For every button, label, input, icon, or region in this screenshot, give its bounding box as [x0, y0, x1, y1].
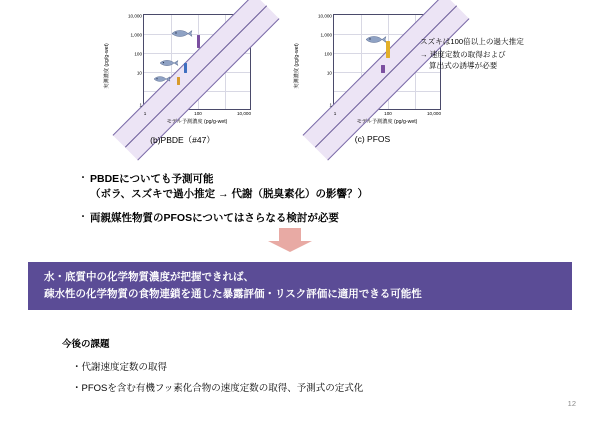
bullet-marker: ・: [78, 173, 88, 184]
page-number: 12: [567, 399, 576, 408]
chart-pbde-ytick: 100: [134, 51, 142, 57]
chart-pfos-xtick: 1: [333, 111, 337, 116]
chart-pbde-xtick: 100: [194, 111, 202, 116]
sample-bar-purple: [197, 35, 200, 48]
bullet-main-2: 両親媒性物質のPFOSについてはさらなる検討が必要: [90, 211, 339, 224]
banner-line-1: 水・底質中の化学物質濃度が把握できれば、: [44, 271, 254, 283]
chart-pfos-caption: (c) PFOS: [354, 134, 391, 144]
annotation-line-3: 算出式の誘導が必要: [429, 61, 498, 70]
future-task-item: ・代謝速度定数の取得: [72, 362, 168, 373]
banner-line-2: 疎水性の化学物質の食物連鎖を通した暴露評価・リスク評価に適用できる可能性: [44, 287, 422, 300]
fish-icon-top: [170, 29, 192, 38]
chart-pbde-diagonal-line: [125, 5, 267, 147]
bullet-marker: ・: [78, 211, 88, 223]
future-tasks-title: 今後の課題: [62, 339, 110, 350]
sample-bar-blue: [184, 63, 187, 73]
bullet-item-1: [78, 172, 548, 202]
chart-pbde-xtick: 10,000: [236, 111, 252, 116]
annotation-pfos: [420, 36, 592, 71]
sample-bar-orange: [177, 77, 180, 85]
annotation-line-2a: 速度定数の取得および: [429, 50, 506, 59]
fish-icon-mid: [158, 59, 178, 67]
bullet-list: [78, 172, 548, 235]
future-tasks-section: [62, 336, 562, 401]
chart-pbde-xlabel: モデル予測濃度 (pg/g-wet): [166, 119, 228, 125]
chart-pfos-ytick: 10: [326, 70, 332, 76]
chart-pbde-ytick: 1: [139, 102, 142, 108]
charts-row: [0, 10, 600, 160]
annotation-line-2: [420, 49, 592, 60]
chart-pfos-ytick: 1: [329, 102, 332, 108]
annotation-line-1: スズキは100倍以上の過大推定: [420, 37, 524, 46]
chart-pfos-xlabel: モデル予測濃度 (pg/g-wet): [356, 119, 418, 125]
sample-bar-purple: [381, 65, 385, 73]
chart-pfos-ytick: 10,000: [317, 13, 332, 19]
chart-pbde-ytick: 10,000: [127, 13, 142, 19]
chart-pfos-xtick: 100: [384, 111, 392, 116]
bullet-item-2: [78, 211, 548, 226]
sample-bar-yellow: [386, 41, 390, 58]
chart-pfos-ytick: 1,000: [320, 32, 332, 38]
chart-pfos-diagonal-line: [315, 5, 457, 147]
fish-icon-low: [152, 75, 170, 83]
future-task-item: ・PFOSを含む有機フッ素化合物の速度定数の取得、予測式の定式化: [72, 383, 364, 394]
chart-pbde-ytick: 10: [136, 70, 142, 76]
conclusion-banner: [28, 262, 572, 310]
chart-pbde-plot: [127, 13, 252, 116]
chart-pbde: [104, 10, 260, 145]
chart-pbde-ytick: 1,000: [130, 32, 142, 38]
bullet-text: [90, 211, 339, 226]
bullet-sub-1: （ボラ、スズキで過小推定 → 代謝（脱臭素化）の影響？）: [90, 187, 368, 200]
chart-pfos-xtick: 10,000: [426, 111, 442, 116]
chart-pbde-xtick: 1: [143, 111, 147, 116]
down-arrow-icon: [268, 228, 312, 252]
chart-pfos-ytick: 100: [324, 51, 332, 57]
fish-icon-top: [364, 35, 386, 44]
chart-pbde-caption: (b)PBDE（#47）: [150, 135, 215, 145]
bullet-text: [90, 172, 368, 202]
chart-pfos-ylabel: 実測濃度 (pg/g-wet): [294, 43, 300, 89]
bullet-main-1: PBDEについても予測可能: [90, 173, 214, 185]
chart-pbde-ylabel: 実測濃度 (pg/g-wet): [104, 43, 110, 89]
annotation-arrow: →: [420, 50, 428, 59]
